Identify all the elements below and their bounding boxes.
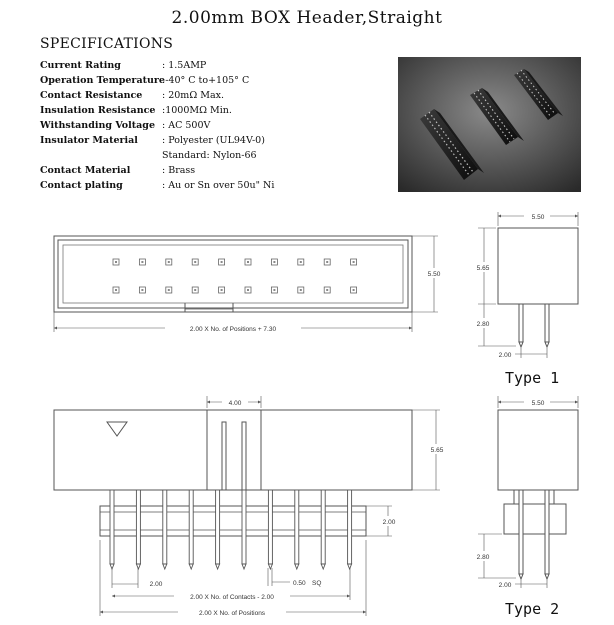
type1-side-view [478, 212, 578, 358]
pin-hole-center [115, 261, 117, 263]
front-pin-tip [242, 564, 246, 569]
spec-value: : AC 500V [162, 120, 211, 131]
type1-width-dim: 5.50 [531, 214, 545, 221]
spec-value: : 1.5AMP [162, 60, 207, 71]
front-pin-tip [348, 564, 352, 569]
pin-hole-center [353, 261, 355, 263]
front-pin [216, 490, 220, 564]
pin-hole-center [221, 289, 223, 291]
pin-hole-center [300, 289, 302, 291]
type1-pin-length-dim: 2.80 [476, 321, 490, 328]
pin-hole-center [115, 289, 117, 291]
type2-pitch-dim: 2.00 [498, 582, 512, 589]
pin-hole-center [168, 289, 170, 291]
spec-value: : Brass [162, 165, 196, 176]
pin-hole-center [326, 289, 328, 291]
pin-hole-center [141, 289, 143, 291]
pin-hole-center [273, 261, 275, 263]
front-pin [295, 490, 299, 564]
spec-value: Standard: Nylon-66 [162, 150, 257, 161]
front-pin-tip [163, 564, 167, 569]
page-title: 2.00mm BOX Header,Straight [171, 8, 443, 28]
pin-hole-center [168, 261, 170, 263]
front-pin-tip [110, 564, 114, 569]
front-pin [242, 490, 246, 564]
front-pin [136, 490, 140, 564]
front-positions-dim: 2.00 X No. of Positions [198, 610, 266, 617]
front-pin-dim: 0.50 [293, 580, 306, 587]
spec-value: : Au or Sn over 50u" Ni [162, 180, 275, 191]
front-pin-tip [189, 564, 193, 569]
spec-label: Current Rating [40, 60, 121, 71]
pin-hole-center [141, 261, 143, 263]
front-standoff-dim: 2.00 [382, 519, 396, 526]
front-pin-dim-extra: SQ [312, 580, 322, 587]
pin-hole-center [194, 261, 196, 263]
spec-value: : Polyester (UL94V-0) [162, 135, 265, 146]
front-pin-tip [136, 564, 140, 569]
front-pin-tip [321, 564, 325, 569]
spec-label: Contact Resistance [40, 90, 143, 101]
type1-height-dim: 5.65 [476, 265, 490, 272]
spec-label: Operation Temperature [40, 75, 165, 86]
front-pin [321, 490, 325, 564]
pin-hole-center [194, 289, 196, 291]
front-pin [268, 490, 272, 564]
type1-label: Type 1 [505, 369, 560, 387]
front-pitch-dim: 2.00 [149, 581, 163, 588]
spec-value: :1000MΩ Min. [162, 105, 232, 116]
front-pin [348, 490, 352, 564]
pin-hole-center [273, 289, 275, 291]
type2-width-dim: 5.50 [531, 400, 545, 407]
top-view-length-dim: 2.00 X No. of Positions + 7.30 [189, 326, 277, 333]
front-contacts-dim: 2.00 X No. of Contacts - 2.00 [190, 594, 274, 601]
specifications-heading: SPECIFICATIONS [40, 36, 174, 52]
pin-hole-center [300, 261, 302, 263]
pin-hole-center [247, 289, 249, 291]
spec-label: Insulator Material [40, 135, 138, 146]
pin-hole-center [326, 261, 328, 263]
front-height-dim: 5.65 [430, 447, 444, 454]
top-view-drawing [54, 236, 438, 332]
spec-label: Insulation Resistance [40, 105, 156, 116]
front-pin-tip [216, 564, 220, 569]
front-pin [163, 490, 167, 564]
spec-value: : 20mΩ Max. [162, 90, 224, 101]
front-pin [189, 490, 193, 564]
front-pin-tip [295, 564, 299, 569]
spec-label: Contact plating [40, 180, 123, 191]
type1-pitch-dim: 2.00 [498, 352, 512, 359]
pin-hole-center [247, 261, 249, 263]
top-view-pin-holes [113, 259, 357, 293]
front-key-width-dim: 4.00 [228, 400, 242, 407]
pin-hole-center [353, 289, 355, 291]
front-pin [110, 490, 114, 564]
top-view-height-dim: 5.50 [427, 271, 441, 278]
type2-label: Type 2 [505, 600, 560, 618]
spec-value: :-40° C to+105° C [162, 75, 250, 86]
spec-label: Contact Material [40, 165, 131, 176]
spec-label: Withstanding Voltage [40, 120, 155, 131]
type2-pin-length-dim: 2.80 [476, 554, 490, 561]
pin-hole-center [221, 261, 223, 263]
